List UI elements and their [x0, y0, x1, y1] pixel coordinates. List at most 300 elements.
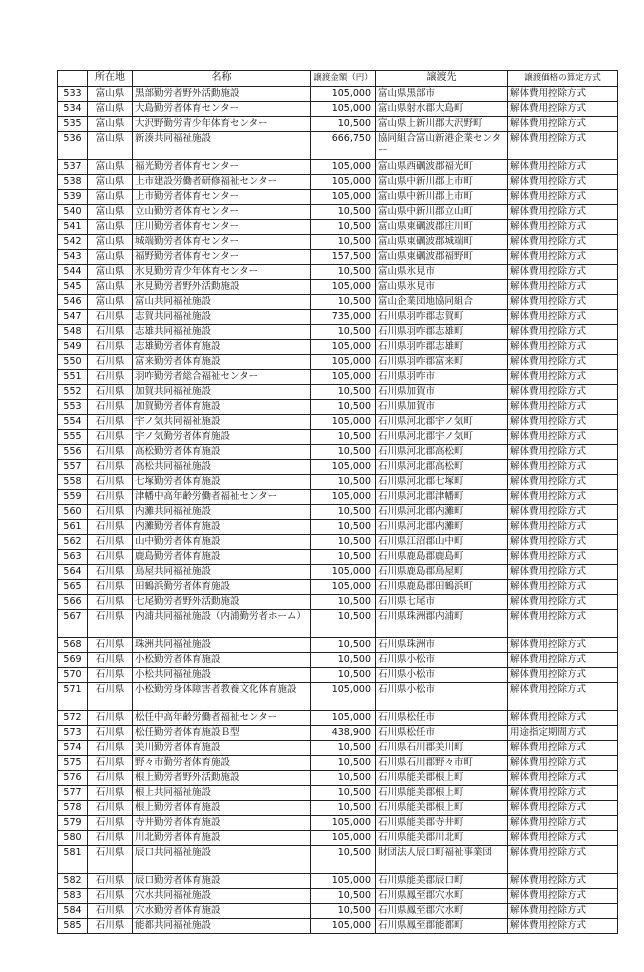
facility-name-cell: 志雄共同福祉施設: [133, 325, 311, 340]
facility-name-cell: 内灘共同福祉施設: [133, 505, 311, 520]
location-cell: 石川県: [88, 801, 133, 816]
transferee-cell: 石川県鹿島郡鹿島町: [376, 550, 508, 565]
facility-name-cell: 辰口共同福祉施設: [133, 846, 311, 874]
amount-cell: 10,500: [311, 520, 376, 535]
facility-name-cell: 新湊共同福祉施設: [133, 132, 311, 160]
table-row: [58, 711, 618, 726]
location-cell: 石川県: [88, 325, 133, 340]
facility-name-cell: 加賀共同福祉施設: [133, 385, 311, 400]
facility-name-cell: 城端勤労者体育センター: [133, 235, 311, 250]
row-number: 568: [58, 638, 88, 653]
location-cell: 富山県: [88, 220, 133, 235]
row-number: 583: [58, 889, 88, 904]
amount-cell: 10,500: [311, 295, 376, 310]
method-cell: 解体費用控除方式: [508, 741, 618, 756]
facility-name-cell: 福光勤労者体育センター: [133, 160, 311, 175]
table-row: [58, 430, 618, 445]
facility-name-cell: 小松共同福祉施設: [133, 668, 311, 683]
method-cell: 解体費用控除方式: [508, 117, 618, 132]
location-cell: 石川県: [88, 400, 133, 415]
transferee-cell: 石川県加賀市: [376, 400, 508, 415]
table-row: [58, 220, 618, 235]
table-row: [58, 535, 618, 550]
table-row: [58, 132, 618, 160]
method-cell: 解体費用控除方式: [508, 235, 618, 250]
table-row: [58, 653, 618, 668]
amount-cell: 10,500: [311, 220, 376, 235]
row-number: 566: [58, 595, 88, 610]
row-number: 539: [58, 190, 88, 205]
location-cell: 富山県: [88, 250, 133, 265]
facility-name-cell: 庄川勤労者体育センター: [133, 220, 311, 235]
transferee-cell: 富山県黒部市: [376, 87, 508, 102]
location-cell: 石川県: [88, 430, 133, 445]
transferee-cell: 石川県鹿島郡田鶴浜町: [376, 580, 508, 595]
facility-name-cell: 山中勤労者体育施設: [133, 535, 311, 550]
table-row: [58, 295, 618, 310]
transferee-cell: 石川県松任市: [376, 711, 508, 726]
row-number: 571: [58, 683, 88, 711]
location-cell: 石川県: [88, 370, 133, 385]
amount-cell: 10,500: [311, 904, 376, 919]
transferee-cell: 石川県能美郡根上町: [376, 801, 508, 816]
method-cell: 解体費用控除方式: [508, 816, 618, 831]
method-cell: 解体費用控除方式: [508, 520, 618, 535]
amount-cell: 10,500: [311, 889, 376, 904]
transferee-cell: 石川県小松市: [376, 683, 508, 711]
amount-cell: 10,500: [311, 741, 376, 756]
table-row: [58, 415, 618, 430]
facility-name-cell: 小松勤労身体障害者教養文化体育施設: [133, 683, 311, 711]
header-amount: 譲渡金額（円）: [311, 71, 376, 87]
row-number: 569: [58, 653, 88, 668]
row-number: 574: [58, 741, 88, 756]
method-cell: 解体費用控除方式: [508, 756, 618, 771]
location-cell: 富山県: [88, 102, 133, 117]
location-cell: 石川県: [88, 889, 133, 904]
table-row: [58, 505, 618, 520]
location-cell: 石川県: [88, 919, 133, 934]
facility-name-cell: 寺井勤労者体育施設: [133, 816, 311, 831]
method-cell: 解体費用控除方式: [508, 325, 618, 340]
facility-name-cell: 辰口勤労者体育施設: [133, 874, 311, 889]
transferee-cell: 石川県鹿島郡鳥屋町: [376, 565, 508, 580]
method-cell: 解体費用控除方式: [508, 771, 618, 786]
facility-name-cell: 高松勤労者体育施設: [133, 445, 311, 460]
table-row: [58, 831, 618, 846]
row-number: 550: [58, 355, 88, 370]
transferee-cell: 石川県江沼郡山中町: [376, 535, 508, 550]
facility-name-cell: 穴水勤労者体育施設: [133, 904, 311, 919]
table-row: [58, 595, 618, 610]
row-number: 560: [58, 505, 88, 520]
row-number: 565: [58, 580, 88, 595]
location-cell: 石川県: [88, 490, 133, 505]
location-cell: 富山県: [88, 280, 133, 295]
transferee-cell: 富山県氷見市: [376, 265, 508, 280]
location-cell: 石川県: [88, 355, 133, 370]
transferee-cell: 石川県松任市: [376, 726, 508, 741]
transferee-cell: 富山県中新川郡立山町: [376, 205, 508, 220]
table-row: [58, 445, 618, 460]
location-cell: 石川県: [88, 741, 133, 756]
method-cell: 解体費用控除方式: [508, 102, 618, 117]
transferee-cell: 富山県西礪波郡福光町: [376, 160, 508, 175]
location-cell: 富山県: [88, 295, 133, 310]
table-row: [58, 355, 618, 370]
table-row: [58, 889, 618, 904]
location-cell: 富山県: [88, 117, 133, 132]
facility-name-cell: 富来勤労者体育施設: [133, 355, 311, 370]
amount-cell: 105,000: [311, 87, 376, 102]
row-number: 576: [58, 771, 88, 786]
transferee-cell: 石川県珠洲市: [376, 638, 508, 653]
row-number: 535: [58, 117, 88, 132]
table-row: [58, 385, 618, 400]
row-number: 567: [58, 610, 88, 638]
transferee-cell: 石川県能美郡寺井町: [376, 816, 508, 831]
header-transferee: 譲渡先: [376, 71, 508, 87]
amount-cell: 10,500: [311, 771, 376, 786]
amount-cell: 10,500: [311, 325, 376, 340]
method-cell: 解体費用控除方式: [508, 430, 618, 445]
row-number: 545: [58, 280, 88, 295]
facility-name-cell: 宇ノ気勤労者体育施設: [133, 430, 311, 445]
method-cell: 解体費用控除方式: [508, 400, 618, 415]
facility-name-cell: 富山共同福祉施設: [133, 295, 311, 310]
transferee-cell: 石川県加賀市: [376, 385, 508, 400]
amount-cell: 10,500: [311, 846, 376, 874]
amount-cell: 10,500: [311, 595, 376, 610]
method-cell: 解体費用控除方式: [508, 160, 618, 175]
table-row: [58, 550, 618, 565]
row-number: 558: [58, 475, 88, 490]
facility-name-cell: 内灘勤労者体育施設: [133, 520, 311, 535]
amount-cell: 666,750: [311, 132, 376, 160]
table-row: [58, 520, 618, 535]
header-no: [58, 71, 88, 87]
location-cell: 富山県: [88, 175, 133, 190]
row-number: 582: [58, 874, 88, 889]
row-number: 553: [58, 400, 88, 415]
transferee-cell: 石川県河北郡津幡町: [376, 490, 508, 505]
amount-cell: 10,500: [311, 385, 376, 400]
transferee-cell: 石川県小松市: [376, 668, 508, 683]
method-cell: 解体費用控除方式: [508, 535, 618, 550]
method-cell: 解体費用控除方式: [508, 550, 618, 565]
transferee-cell: 石川県河北郡宇ノ気町: [376, 430, 508, 445]
location-cell: 石川県: [88, 445, 133, 460]
table-row: [58, 190, 618, 205]
facility-name-cell: 能都共同福祉施設: [133, 919, 311, 934]
amount-cell: 10,500: [311, 235, 376, 250]
method-cell: 解体費用控除方式: [508, 385, 618, 400]
row-number: 579: [58, 816, 88, 831]
amount-cell: 10,500: [311, 430, 376, 445]
header-location: 所在地: [88, 71, 133, 87]
method-cell: 解体費用控除方式: [508, 683, 618, 711]
method-cell: 解体費用控除方式: [508, 595, 618, 610]
transferee-cell: 石川県石川郡野々市町: [376, 756, 508, 771]
table-row: [58, 265, 618, 280]
header-name: 名称: [133, 71, 311, 87]
transferee-cell: 石川県珠洲郡内浦町: [376, 610, 508, 638]
location-cell: 富山県: [88, 265, 133, 280]
facility-name-cell: 田鶴浜勤労者体育施設: [133, 580, 311, 595]
location-cell: 石川県: [88, 831, 133, 846]
row-number: 540: [58, 205, 88, 220]
location-cell: 富山県: [88, 132, 133, 160]
method-cell: 解体費用控除方式: [508, 475, 618, 490]
row-number: 547: [58, 310, 88, 325]
row-number: 548: [58, 325, 88, 340]
amount-cell: 105,000: [311, 415, 376, 430]
table-header-row: [58, 71, 618, 87]
transfer-table-sheet: [57, 70, 618, 934]
method-cell: 解体費用控除方式: [508, 87, 618, 102]
amount-cell: 10,500: [311, 265, 376, 280]
method-cell: 解体費用控除方式: [508, 310, 618, 325]
table-row: [58, 816, 618, 831]
location-cell: 石川県: [88, 460, 133, 475]
row-number: 563: [58, 550, 88, 565]
location-cell: 富山県: [88, 235, 133, 250]
amount-cell: 105,000: [311, 355, 376, 370]
transferee-cell: 石川県羽咋市: [376, 370, 508, 385]
amount-cell: 105,000: [311, 102, 376, 117]
method-cell: 解体費用控除方式: [508, 653, 618, 668]
facility-name-cell: 上市建設労働者研修福祉センター: [133, 175, 311, 190]
amount-cell: 438,900: [311, 726, 376, 741]
row-number: 585: [58, 919, 88, 934]
method-cell: 解体費用控除方式: [508, 786, 618, 801]
facility-name-cell: 根上共同福祉施設: [133, 786, 311, 801]
table-row: [58, 846, 618, 874]
table-row: [58, 874, 618, 889]
row-number: 555: [58, 430, 88, 445]
row-number: 537: [58, 160, 88, 175]
method-cell: 解体費用控除方式: [508, 370, 618, 385]
location-cell: 石川県: [88, 653, 133, 668]
facility-name-cell: 鹿島勤労者体育施設: [133, 550, 311, 565]
transferee-cell: 石川県河北郡高松町: [376, 445, 508, 460]
location-cell: 富山県: [88, 190, 133, 205]
amount-cell: 10,500: [311, 653, 376, 668]
facility-name-cell: 羽咋勤労者総合福祉センター: [133, 370, 311, 385]
amount-cell: 105,000: [311, 175, 376, 190]
method-cell: 解体費用控除方式: [508, 711, 618, 726]
row-number: 544: [58, 265, 88, 280]
row-number: 538: [58, 175, 88, 190]
method-cell: 解体費用控除方式: [508, 265, 618, 280]
method-cell: 解体費用控除方式: [508, 460, 618, 475]
row-number: 584: [58, 904, 88, 919]
table-row: [58, 668, 618, 683]
transferee-cell: 石川県河北郡内灘町: [376, 505, 508, 520]
table-row: [58, 280, 618, 295]
facility-name-cell: 立山勤労者体育センター: [133, 205, 311, 220]
facility-name-cell: 根上勤労者体育施設: [133, 801, 311, 816]
facility-name-cell: 小松勤労者体育施設: [133, 653, 311, 668]
method-cell: 解体費用控除方式: [508, 874, 618, 889]
row-number: 581: [58, 846, 88, 874]
location-cell: 石川県: [88, 610, 133, 638]
row-number: 549: [58, 340, 88, 355]
facility-name-cell: 志賀共同福祉施設: [133, 310, 311, 325]
table-row: [58, 175, 618, 190]
row-number: 572: [58, 711, 88, 726]
location-cell: 富山県: [88, 160, 133, 175]
row-number: 546: [58, 295, 88, 310]
row-number: 557: [58, 460, 88, 475]
amount-cell: 10,500: [311, 786, 376, 801]
location-cell: 石川県: [88, 520, 133, 535]
amount-cell: 105,000: [311, 580, 376, 595]
method-cell: 用途指定期間方式: [508, 726, 618, 741]
table-row: [58, 638, 618, 653]
transferee-cell: 石川県能美郡根上町: [376, 786, 508, 801]
location-cell: 石川県: [88, 874, 133, 889]
amount-cell: 10,500: [311, 610, 376, 638]
amount-cell: 10,500: [311, 550, 376, 565]
facility-name-cell: 松任勤労者体育施設Ｂ型: [133, 726, 311, 741]
transferee-cell: 石川県鳳至郡能都町: [376, 919, 508, 934]
amount-cell: 105,000: [311, 711, 376, 726]
table-row: [58, 460, 618, 475]
method-cell: 解体費用控除方式: [508, 904, 618, 919]
method-cell: 解体費用控除方式: [508, 801, 618, 816]
location-cell: 石川県: [88, 904, 133, 919]
amount-cell: 735,000: [311, 310, 376, 325]
location-cell: 石川県: [88, 565, 133, 580]
amount-cell: 10,500: [311, 756, 376, 771]
row-number: 578: [58, 801, 88, 816]
table-row: [58, 919, 618, 934]
row-number: 536: [58, 132, 88, 160]
transferee-cell: 石川県能美郡辰口町: [376, 874, 508, 889]
table-row: [58, 400, 618, 415]
facility-name-cell: 宇ノ気共同福祉施設: [133, 415, 311, 430]
location-cell: 石川県: [88, 668, 133, 683]
table-row: [58, 786, 618, 801]
method-cell: 解体費用控除方式: [508, 355, 618, 370]
amount-cell: 10,500: [311, 205, 376, 220]
transferee-cell: 石川県羽咋郡富来町: [376, 355, 508, 370]
facility-name-cell: 大島勤労者体育センター: [133, 102, 311, 117]
row-number: 534: [58, 102, 88, 117]
row-number: 580: [58, 831, 88, 846]
facility-name-cell: 氷見勤労者野外活動施設: [133, 280, 311, 295]
method-cell: 解体費用控除方式: [508, 175, 618, 190]
transferee-cell: 協同組合富山新港企業センター: [376, 132, 508, 160]
method-cell: 解体費用控除方式: [508, 490, 618, 505]
row-number: 561: [58, 520, 88, 535]
amount-cell: 105,000: [311, 370, 376, 385]
method-cell: 解体費用控除方式: [508, 505, 618, 520]
facility-name-cell: 川北勤労者体育施設: [133, 831, 311, 846]
method-cell: 解体費用控除方式: [508, 610, 618, 638]
amount-cell: 105,000: [311, 460, 376, 475]
amount-cell: 10,500: [311, 475, 376, 490]
transferee-cell: 石川県河北郡宇ノ気町: [376, 415, 508, 430]
transferee-cell: 石川県河北郡七塚町: [376, 475, 508, 490]
amount-cell: 105,000: [311, 490, 376, 505]
amount-cell: 105,000: [311, 565, 376, 580]
location-cell: 石川県: [88, 340, 133, 355]
transferee-cell: 富山県東礪波郡庄川町: [376, 220, 508, 235]
amount-cell: 10,500: [311, 801, 376, 816]
location-cell: 石川県: [88, 580, 133, 595]
method-cell: 解体費用控除方式: [508, 280, 618, 295]
method-cell: 解体費用控除方式: [508, 919, 618, 934]
method-cell: 解体費用控除方式: [508, 295, 618, 310]
location-cell: 石川県: [88, 475, 133, 490]
row-number: 552: [58, 385, 88, 400]
transferee-cell: 富山県氷見市: [376, 280, 508, 295]
method-cell: 解体費用控除方式: [508, 668, 618, 683]
amount-cell: 10,500: [311, 117, 376, 132]
row-number: 542: [58, 235, 88, 250]
location-cell: 石川県: [88, 505, 133, 520]
facility-name-cell: 加賀勤労者体育施設: [133, 400, 311, 415]
table-row: [58, 771, 618, 786]
row-number: 562: [58, 535, 88, 550]
location-cell: 石川県: [88, 771, 133, 786]
method-cell: 解体費用控除方式: [508, 445, 618, 460]
row-number: 543: [58, 250, 88, 265]
facility-name-cell: 高松共同福祉施設: [133, 460, 311, 475]
location-cell: 石川県: [88, 310, 133, 325]
transferee-cell: 富山県東礪波郡城端町: [376, 235, 508, 250]
amount-cell: 105,000: [311, 340, 376, 355]
transferee-cell: 石川県河北郡内灘町: [376, 520, 508, 535]
facility-name-cell: 福野勤労者体育センター: [133, 250, 311, 265]
transferee-cell: 富山県中新川郡上市町: [376, 175, 508, 190]
row-number: 559: [58, 490, 88, 505]
table-row: [58, 87, 618, 102]
table-row: [58, 250, 618, 265]
facility-name-cell: 美川勤労者体育施設: [133, 741, 311, 756]
method-cell: 解体費用控除方式: [508, 889, 618, 904]
facility-name-cell: 黒部勤労者野外活動施設: [133, 87, 311, 102]
amount-cell: 10,500: [311, 668, 376, 683]
transferee-cell: 富山県中新川郡上市町: [376, 190, 508, 205]
location-cell: 石川県: [88, 786, 133, 801]
transferee-cell: 石川県羽咋郡志賀町: [376, 310, 508, 325]
location-cell: 富山県: [88, 87, 133, 102]
transferee-cell: 石川県羽咋郡志雄町: [376, 340, 508, 355]
facility-name-cell: 穴水共同福祉施設: [133, 889, 311, 904]
table-row: [58, 726, 618, 741]
method-cell: 解体費用控除方式: [508, 580, 618, 595]
table-row: [58, 683, 618, 711]
table-row: [58, 102, 618, 117]
facility-name-cell: 大沢野勤労青少年体育センター: [133, 117, 311, 132]
amount-cell: 10,500: [311, 505, 376, 520]
transferee-cell: 石川県能美郡根上町: [376, 771, 508, 786]
amount-cell: 157,500: [311, 250, 376, 265]
method-cell: 解体費用控除方式: [508, 132, 618, 160]
facility-name-cell: 津幡中高年齢労働者福祉センター: [133, 490, 311, 505]
location-cell: 石川県: [88, 385, 133, 400]
location-cell: 石川県: [88, 726, 133, 741]
facility-name-cell: 鳥屋共同福祉施設: [133, 565, 311, 580]
row-number: 541: [58, 220, 88, 235]
row-number: 551: [58, 370, 88, 385]
facility-name-cell: 根上勤労者野外活動施設: [133, 771, 311, 786]
location-cell: 石川県: [88, 638, 133, 653]
facility-name-cell: 野々市勤労者体育施設: [133, 756, 311, 771]
